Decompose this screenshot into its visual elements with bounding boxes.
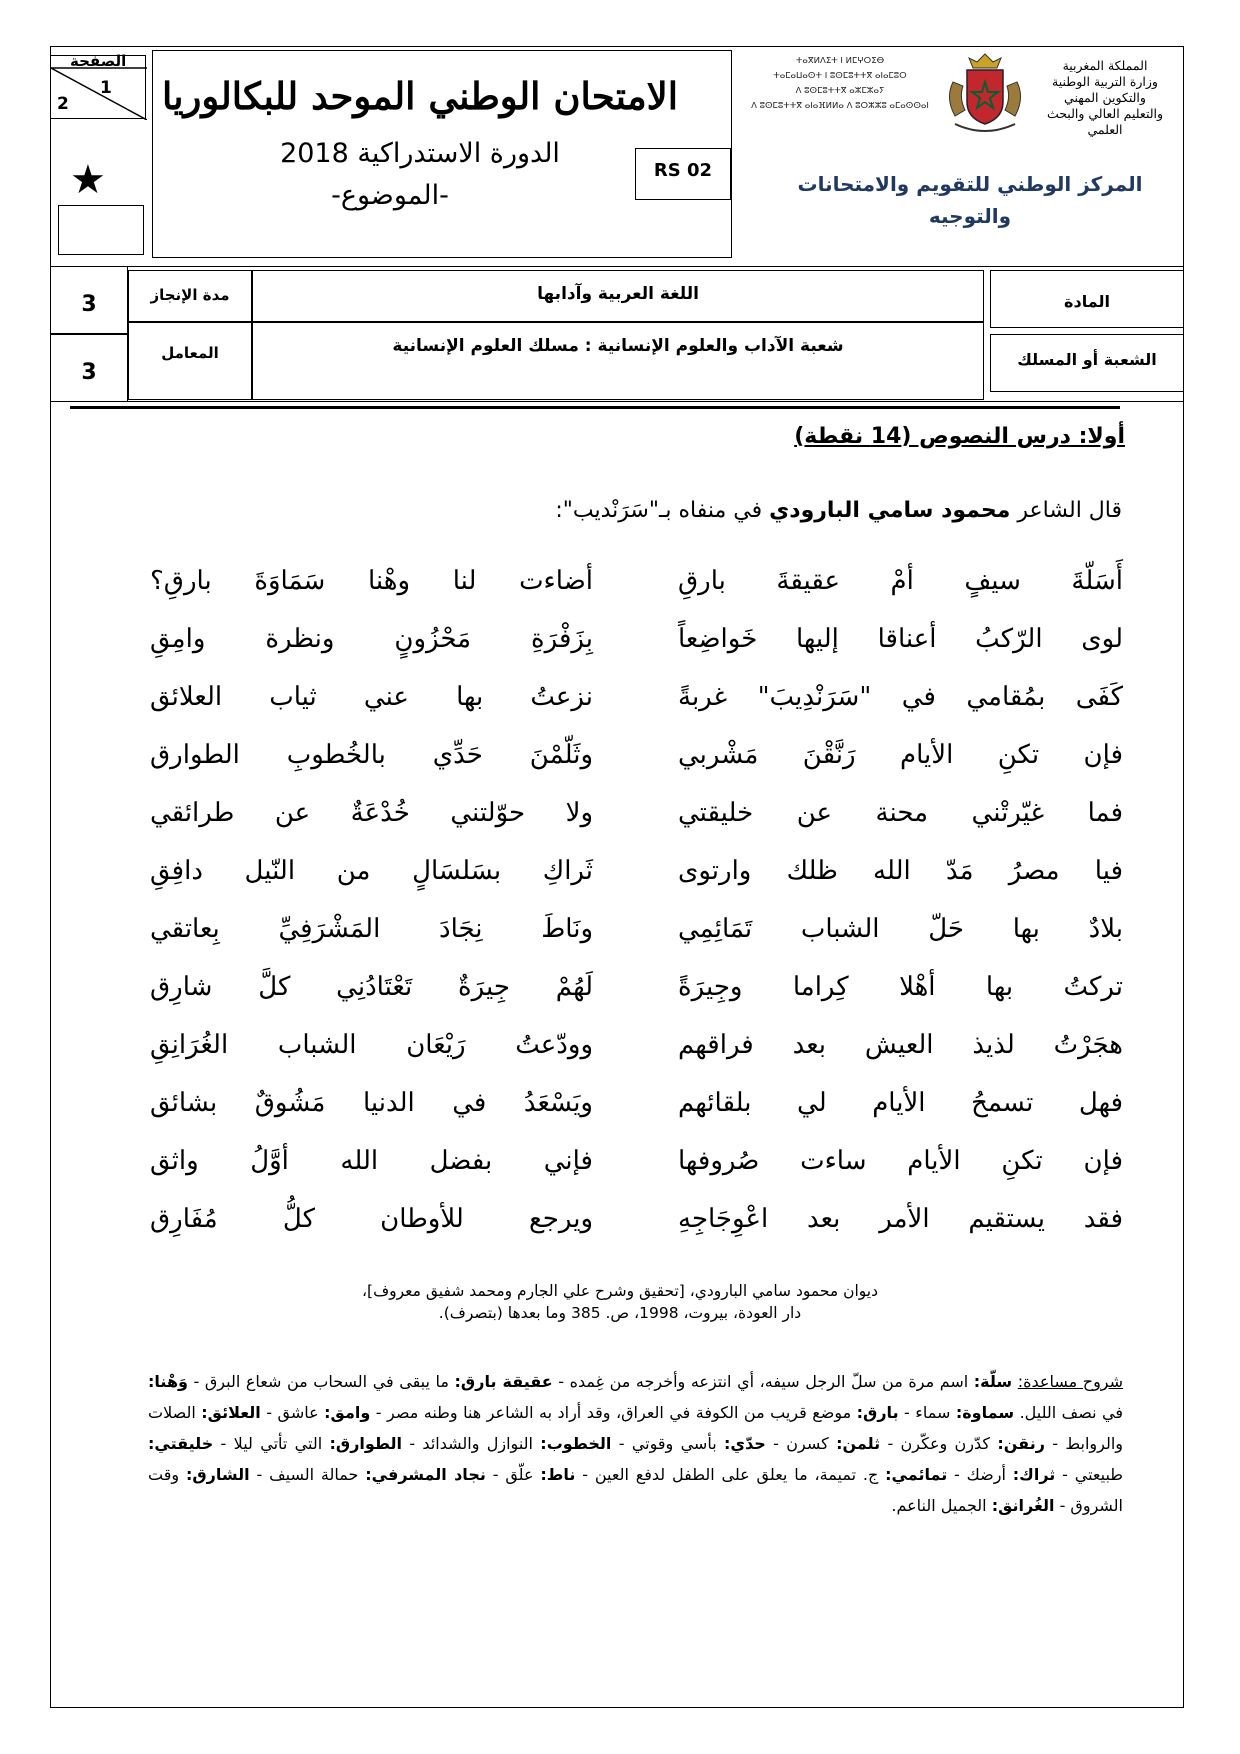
source-line: ديوان محمود سامي البارودي، [تحقيق وشرح علي الجارم ومحمد شفيق معروف]، <box>362 1282 878 1300</box>
poem-intro <box>555 498 1122 523</box>
coat-of-arms-icon <box>935 48 1035 138</box>
verse-first-hemistich: فقد يستقيم الأمر بعد اعْوِجَاجِهِ <box>678 1204 1123 1234</box>
ministry-name <box>1040 58 1170 138</box>
subject-value: اللغة العربية وآدابها <box>537 284 699 304</box>
glossary-term: الشارق: <box>185 1465 250 1484</box>
glossary-def: ما يبقى في السحاب من شعاع البرق - <box>187 1372 455 1391</box>
verse-first-hemistich: فإن تكنِ الأيام ساءت صُروفها <box>678 1146 1123 1176</box>
glossary-def: حمالة السيف - <box>249 1465 366 1484</box>
glossary-term: حدّي: <box>724 1434 766 1453</box>
center-name: المركز الوطني للتقويم والامتحانات والتوجيه <box>797 172 1143 228</box>
glossary-def: ج. تميمة، ما يعلق على الطفل لدفع العين - <box>575 1465 886 1484</box>
glossary-def: اسم مرة من سلّ الرجل سيفه، أي انتزعه وأخرجه من غِمده - <box>552 1372 974 1391</box>
coef-value: 3 <box>81 360 97 385</box>
glossary-term: سماوة: <box>955 1403 1015 1422</box>
glossary-def: عاشق - <box>260 1403 325 1422</box>
glossary-def: كدّرن وعكّرن - <box>880 1434 998 1453</box>
glossary-term: وَهْنا: <box>148 1372 188 1391</box>
glossary-def: الجميل الناعم. <box>891 1496 992 1515</box>
verse-first-hemistich: فهل تسمحُ الأيام لي بلقائهم <box>678 1088 1123 1118</box>
glossary-def: أرضك - <box>947 1465 1013 1484</box>
ministry-line: والتكوين المهني <box>1064 90 1146 105</box>
tifinagh-header <box>735 54 945 114</box>
glossary-term: العلائق: <box>201 1403 261 1422</box>
blank-code-box <box>58 205 144 255</box>
verse-second-hemistich: ويرجع للأوطان كلُّ مُفَارِق <box>150 1204 593 1234</box>
stream-value-cell <box>252 322 984 400</box>
verse-first-hemistich: فإن تكنِ الأيام رَنَّقْنَ مَشْربي <box>678 740 1123 770</box>
glossary-term: ناط: <box>540 1465 576 1484</box>
section-heading: أولا: درس النصوص (14 نقطة) <box>794 424 1125 449</box>
subject-word: -الموضوع- <box>331 180 449 211</box>
glossary-term: عقيقة بارق: <box>454 1372 553 1391</box>
glossary-def: الصلات والروابط - <box>148 1403 1124 1453</box>
glossary-term: تمائمي: <box>885 1465 948 1484</box>
glossary-term: خليقتي: <box>148 1434 214 1453</box>
page-total: 2 <box>57 94 69 114</box>
verse-second-hemistich: ويَسْعَدُ في الدنيا مَشُوقٌ بشائق <box>150 1088 593 1118</box>
glossary-def: في نصف الليل. <box>1014 1403 1124 1422</box>
exam-code: RS 02 <box>653 160 713 181</box>
glossary-term: سلّة: <box>973 1372 1013 1391</box>
glossary-def: علّق - <box>485 1465 541 1484</box>
subject-label: المادة <box>1064 292 1110 311</box>
duration-value: 3 <box>81 292 97 317</box>
glossary-label: شروح مساعدة: <box>1017 1372 1124 1391</box>
glossary-def: وقت الشروق - <box>148 1465 1123 1515</box>
verse-second-hemistich: ثَراكِ بسَلسَالٍ من النّيل دافِقِ <box>150 856 593 886</box>
glossary-def: النوازل والشدائد - <box>402 1434 541 1453</box>
glossary-def: بأسي وقوتي - <box>611 1434 724 1453</box>
glossary-term: ثراك: <box>1012 1465 1056 1484</box>
tifinagh-line: ⵜⴰⵎⴰⵡⴰⵙⵜ ⵏ ⵓⵙⵎⵓⵜⵜⴳ ⴰⵏⴰⵎⵓⵔ <box>773 71 907 81</box>
verse-second-hemistich: بِزَفْرَةِ مَحْزُونٍ ونظرة وامِقِ <box>150 624 593 654</box>
ministry-line: وزارة التربية الوطنية <box>1052 74 1158 89</box>
verse-second-hemistich: نزعتُ بها عني ثياب العلائق <box>150 682 593 712</box>
ministry-line: والتعليم العالي والبحث العلمي <box>1046 106 1164 137</box>
intro-suffix: في منفاه بـ"سَرَنْديب": <box>555 498 763 523</box>
verse-first-hemistich: فما غيّرتْني محنة عن خليقتي <box>678 798 1123 828</box>
glossary-def: طبيعتي - <box>1055 1465 1124 1484</box>
stream-value: شعبة الآداب والعلوم الإنسانية : مسلك العلوم الإنسانية <box>392 336 844 356</box>
verse-first-hemistich: أَسَلّةَ سيفٍ أمْ عقيقةَ بارقِ <box>678 566 1123 596</box>
tifinagh-line: ⴷ ⵓⵙⵎⵓⵜⵜⴳ ⴰⵏⴰⴼⵍⵍⴰ ⴷ ⵓⵔⵣⵣⵓ ⴰⵎⴰⵙⵙⴰⵏ <box>751 101 929 111</box>
page-label: الصفحة <box>70 52 127 70</box>
session-label: الدورة الاستدراكية 2018 <box>280 138 560 169</box>
glossary-term: رنقن: <box>997 1434 1045 1453</box>
glossary-term: الغُرانق: <box>991 1496 1055 1515</box>
glossary-term: بارق: <box>856 1403 899 1422</box>
exam-title: الامتحان الوطني الموحد للبكالوريا <box>161 74 679 118</box>
ministry-line: المملكة المغربية <box>1062 58 1148 73</box>
tifinagh-line: ⴷ ⵓⵙⵎⵓⵜⵜⴳ ⴰⵣⵎⵣⴰⵢ <box>795 86 885 96</box>
glossary-term: الطوارق: <box>329 1434 402 1453</box>
coef-label: المعامل <box>161 344 219 362</box>
source-line: دار العودة، بيروت، 1998، ص. 385 وما بعدها (بتصرف). <box>438 1304 802 1322</box>
tifinagh-line: ⵜⴰⴳⵍⴷⵉⵜ ⵏ ⵍⵎⵖⵔⵉⴱ <box>795 56 885 66</box>
glossary <box>148 1366 1123 1521</box>
verse-second-hemistich: ولا حوّلتني خُدْعَةٌ عن طرائقي <box>150 798 593 828</box>
star-icon: ★ <box>70 157 106 203</box>
duration-label: مدة الإنجاز <box>150 286 230 304</box>
verse-second-hemistich: ونَاطَ نِجَادَ المَشْرَفِيِّ بِعاتقي <box>150 914 593 944</box>
verse-second-hemistich: فإني بفضل الله أوَّلُ واثق <box>150 1146 593 1176</box>
verse-first-hemistich: تركتُ بها أهْلا كِراما وجِيرَةً <box>678 972 1123 1002</box>
glossary-def: كسرن - <box>765 1434 837 1453</box>
verse-first-hemistich: كَفَى بمُقامي في "سَرَنْدِيبَ" غربةً <box>678 682 1123 712</box>
glossary-term: الخطوب: <box>540 1434 612 1453</box>
stream-label: الشعبة أو المسلك <box>1017 350 1157 369</box>
poet-name: محمود سامي البارودي <box>769 498 1011 523</box>
verse-second-hemistich: لَهُمْ جِيرَةٌ تَعْتَادُنِي كلَّ شارِق <box>150 972 593 1002</box>
glossary-def: موضع قريب من الكوفة في العراق، وقد أراد به الشاعر هنا وطنه مصر - <box>370 1403 857 1422</box>
section-divider <box>70 406 1120 409</box>
verse-first-hemistich: هجَرْتُ لذيذ العيش بعد فراقهم <box>678 1030 1123 1060</box>
verse-second-hemistich: أضاءت لنا وهْنا سَمَاوَةَ بارقِ؟ <box>150 566 593 596</box>
page-current: 1 <box>100 78 112 98</box>
glossary-def: التي تأتي ليلا - <box>213 1434 330 1453</box>
verse-first-hemistich: فيا مصرُ مَدّ الله ظلك وارتوى <box>678 856 1123 886</box>
intro-prefix: قال الشاعر <box>1017 498 1122 523</box>
verse-first-hemistich: بلادٌ بها حَلّ الشباب تَمَائِمِي <box>678 914 1123 944</box>
glossary-term: نجاد المشرفي: <box>365 1465 486 1484</box>
glossary-def: سماء - <box>898 1403 956 1422</box>
verse-second-hemistich: وودّعتُ رَيْعَان الشباب الغُرَانِقِ <box>150 1030 593 1060</box>
verse-first-hemistich: لوى الرّكبُ أعناقا إليها خَواضِعاً <box>678 624 1123 654</box>
verse-second-hemistich: وثَلّمْنَ حَدِّي بالخُطوبِ الطوارق <box>150 740 593 770</box>
glossary-term: ثلمن: <box>836 1434 881 1453</box>
glossary-term: وامق: <box>324 1403 371 1422</box>
